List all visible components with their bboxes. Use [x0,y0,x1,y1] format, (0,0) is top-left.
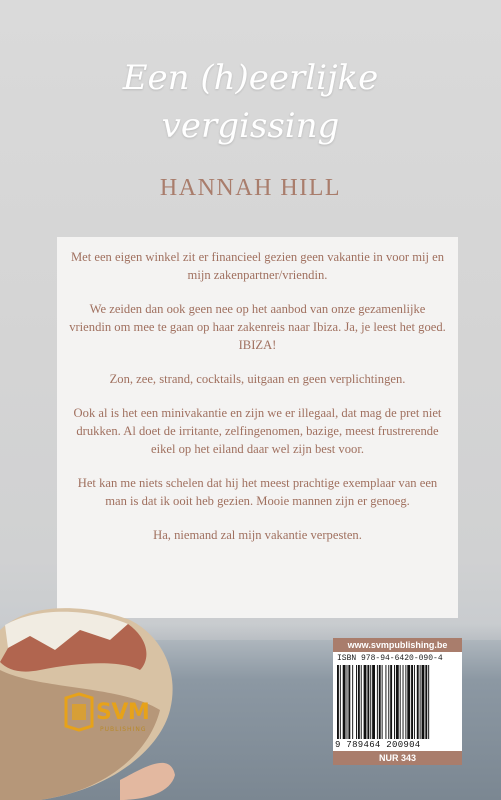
barcode-bar [377,665,378,739]
barcode-icon [337,665,458,739]
barcode-bar [428,665,429,739]
book-title-line-2: vergissing [161,106,340,146]
barcode-bar [364,665,367,739]
barcode-bar [400,665,401,739]
barcode-bar [414,665,415,739]
barcode-bar [420,665,421,739]
blurb-paragraph: Ook al is het een minivakantie en zijn we er illegaal, dat mag de pret niet drukken. Al doet de irritante, zelfingenomen, bazige, meest frustrerende eikel op het eiland daar wel zijn best voor. [73,406,442,456]
barcode-bar [390,665,392,739]
barcode-bar [385,665,386,739]
barcode-bar [394,665,395,739]
barcode-bar [343,665,346,739]
barcode-bar [425,665,427,739]
barcode-digits: 9 789464 200904 [335,740,421,750]
barcode-bar [358,665,360,739]
barcode-bar [411,665,413,739]
publisher-logo-icon [62,692,96,732]
barcode-bar [382,665,383,739]
isbn-text: ISBN 978-94-6420-090-4 [337,654,443,663]
barcode-bar [337,665,339,739]
barcode-bar [417,665,419,739]
barcode-bar [340,665,341,739]
barcode-bar [348,665,350,739]
barcode-bar [405,665,406,739]
barcode-bar [352,665,353,739]
nur-code: NUR 343 [333,751,462,765]
barcode-bar [356,665,357,739]
barcode-bar [379,665,381,739]
book-title-line-1: Een (h)eerlijke [122,58,379,98]
barcode-bar [361,665,362,739]
barcode-bar [370,665,371,739]
barcode-bar [422,665,425,739]
barcode-bar [396,665,399,739]
barcode-bar [407,665,410,739]
publisher-logo-text: SVM [96,700,150,725]
blurb-paragraph: We zeiden dan ook geen nee op het aanbod van onze gezamenlijke vriendin om mee te gaan op haar zakenreis naar Ibiza. Ja, je leest het goed. IBIZA! [69,302,446,352]
barcode-bar [372,665,375,739]
blurb-paragraph: Zon, zee, strand, cocktails, uitgaan en geen verplichtingen. [109,372,406,386]
blurb-paragraph: Ha, niemand zal mijn vakantie verpesten. [153,528,362,542]
publisher-logo-subtext: PUBLISHING [100,726,147,733]
barcode-bar [367,665,369,739]
barcode-bar [403,665,404,739]
barcode-bar [347,665,348,739]
publisher-url: www.svmpublishing.be [333,638,462,652]
barcode-bar [388,665,389,739]
blurb-text [68,248,447,560]
author-name: HANNAH HILL [159,175,342,201]
blurb-paragraph: Het kan me niets schelen dat hij het meest prachtige exemplaar van een man is dat ik ooit heb gezien. Mooie mannen zijn er genoeg. [77,476,438,508]
blurb-paragraph: Met een eigen winkel zit er financieel gezien geen vakantie in voor mij en mijn zakenpartner/vriendin. [70,250,445,282]
barcode-block [333,638,462,765]
